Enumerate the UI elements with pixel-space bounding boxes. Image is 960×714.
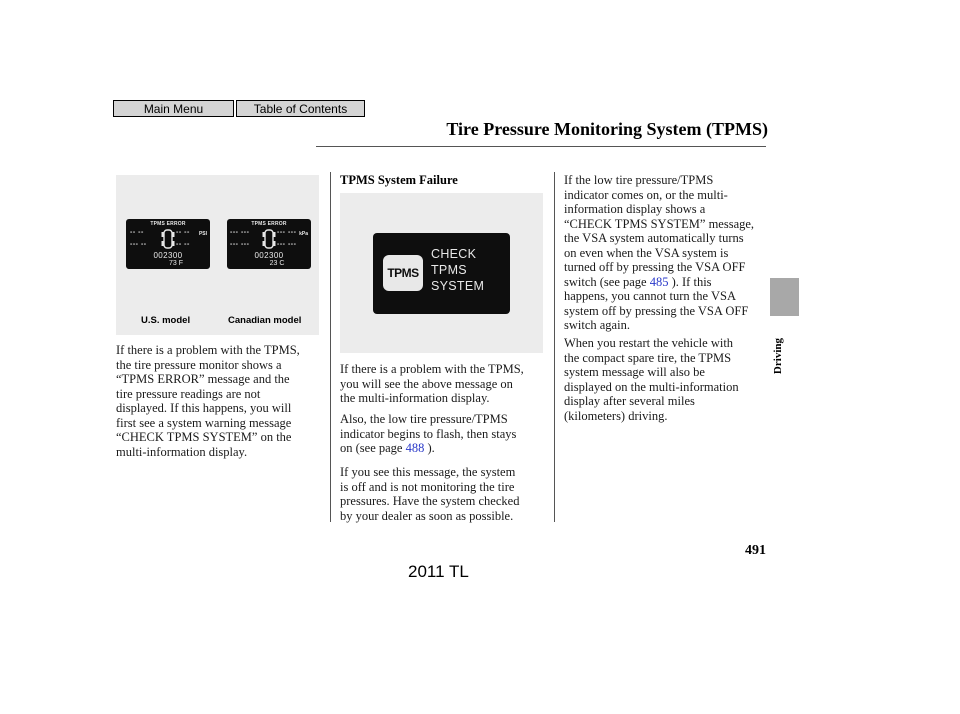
text-fragment: ). If this	[668, 274, 712, 289]
text-line: the VSA system automatically turns	[564, 231, 744, 245]
chapter-label: Driving	[772, 338, 784, 375]
text-line: If there is a problem with the TPMS,	[340, 362, 524, 376]
odometer: 002300	[254, 251, 284, 260]
outside-temperature: 23 C	[269, 260, 285, 267]
odometer: 002300	[153, 251, 183, 260]
column-divider-2	[554, 172, 555, 522]
text-line: (kilometers) driving.	[564, 408, 668, 423]
text-line: tire pressure readings are not	[116, 386, 261, 401]
system-failure-paragraph-3	[340, 465, 519, 523]
text-line: system message will also be	[564, 365, 705, 379]
front-right-reading: -- --	[176, 229, 190, 236]
model-footer: 2011 TL	[408, 562, 469, 581]
front-left-reading: --- ---	[230, 229, 250, 236]
us-model-caption: U.S. model	[141, 315, 191, 326]
message-line: CHECK	[431, 247, 477, 261]
tpms-error-figure	[116, 175, 319, 335]
us-model-display	[126, 219, 210, 269]
front-right-reading: --- ---	[277, 229, 297, 236]
text-line: When you restart the vehicle with	[564, 336, 734, 350]
text-line: display after several miles	[564, 394, 695, 408]
text-line: multi-information display.	[116, 444, 248, 459]
rear-left-reading: --- --	[130, 241, 147, 248]
text-line: is off and is not monitoring the tire	[340, 479, 515, 494]
text-line: “CHECK TPMS SYSTEM” message,	[564, 216, 755, 231]
check-tpms-system-figure	[340, 193, 543, 353]
rear-right-reading: -- --	[176, 241, 190, 248]
message-line: TPMS	[431, 263, 467, 277]
car-outline-icon	[262, 229, 276, 249]
column-divider-1	[330, 172, 331, 522]
chapter-tab	[770, 278, 799, 316]
pressure-unit: PSI	[198, 231, 207, 237]
text-line: indicator begins to flash, then stays	[340, 426, 517, 441]
page-485-link[interactable]: 485	[649, 274, 669, 289]
tpms-error-paragraph	[116, 343, 300, 459]
system-failure-paragraph-1	[340, 362, 524, 406]
text-line: the multi-information display.	[340, 391, 490, 405]
text-line	[340, 441, 516, 456]
section-heading: TPMS System Failure	[340, 173, 458, 187]
text-line: displayed on the multi-information	[564, 379, 739, 394]
table-of-contents-button[interactable]: Table of Contents	[236, 100, 365, 117]
check-tpms-system-message	[431, 246, 506, 294]
text-line: If you see this message, the system	[340, 465, 516, 479]
text-line: If the low tire pressure/TPMS	[564, 173, 714, 187]
text-line: system off by pressing the VSA OFF	[564, 303, 749, 318]
text-line: switch again.	[564, 318, 630, 332]
text-line: “TPMS ERROR” message and the	[116, 372, 290, 386]
tpms-error-label: TPMS ERROR	[150, 221, 186, 227]
text-line: If there is a problem with the TPMS,	[116, 343, 300, 357]
system-failure-paragraph-2	[340, 412, 516, 456]
text-line: “CHECK TPMS SYSTEM” on the	[116, 430, 292, 444]
rear-left-reading: --- ---	[230, 241, 250, 248]
outside-temperature: 73 F	[168, 260, 183, 267]
canadian-model-display	[227, 219, 311, 269]
text-line	[564, 275, 754, 290]
text-line: indicator comes on, or the multi-	[564, 187, 728, 202]
car-outline-icon	[161, 229, 175, 249]
message-line: SYSTEM	[431, 279, 485, 293]
multi-information-display	[373, 233, 510, 314]
spare-tire-paragraph	[564, 336, 739, 423]
text-line: by your dealer as soon as possible.	[340, 508, 514, 523]
text-line: the tire pressure monitor shows a	[116, 357, 282, 372]
pressure-unit: kPa	[299, 231, 308, 237]
canadian-model-caption: Canadian model	[228, 315, 302, 326]
page-number: 491	[745, 543, 766, 558]
text-line: pressures. Have the system checked	[340, 494, 520, 508]
vsa-paragraph	[564, 173, 754, 333]
tpms-indicator-icon: TPMS	[383, 255, 423, 291]
tpms-error-label: TPMS ERROR	[251, 221, 287, 227]
rear-right-reading: --- ---	[277, 241, 297, 248]
front-left-reading: -- --	[130, 229, 144, 236]
text-line: Also, the low tire pressure/TPMS	[340, 412, 508, 426]
text-line: information display shows a	[564, 202, 706, 216]
text-line: turned off by pressing the VSA OFF	[564, 260, 746, 274]
text-fragment: on (see page	[340, 441, 406, 455]
text-line: happens, you cannot turn the VSA	[564, 289, 736, 303]
text-line: on even when the VSA system is	[564, 245, 729, 260]
text-line: the compact spare tire, the TPMS	[564, 350, 732, 365]
page-488-link[interactable]: 488	[405, 441, 425, 455]
text-line: you will see the above message on	[340, 376, 513, 391]
page-title: Tire Pressure Monitoring System (TPMS)	[446, 119, 768, 139]
text-fragment: switch (see page	[564, 274, 650, 289]
text-fragment: ).	[424, 441, 435, 455]
header-divider	[316, 146, 766, 147]
text-line: first see a system warning message	[116, 415, 292, 430]
text-line: displayed. If this happens, you will	[116, 401, 292, 415]
main-menu-button[interactable]: Main Menu	[113, 100, 234, 117]
